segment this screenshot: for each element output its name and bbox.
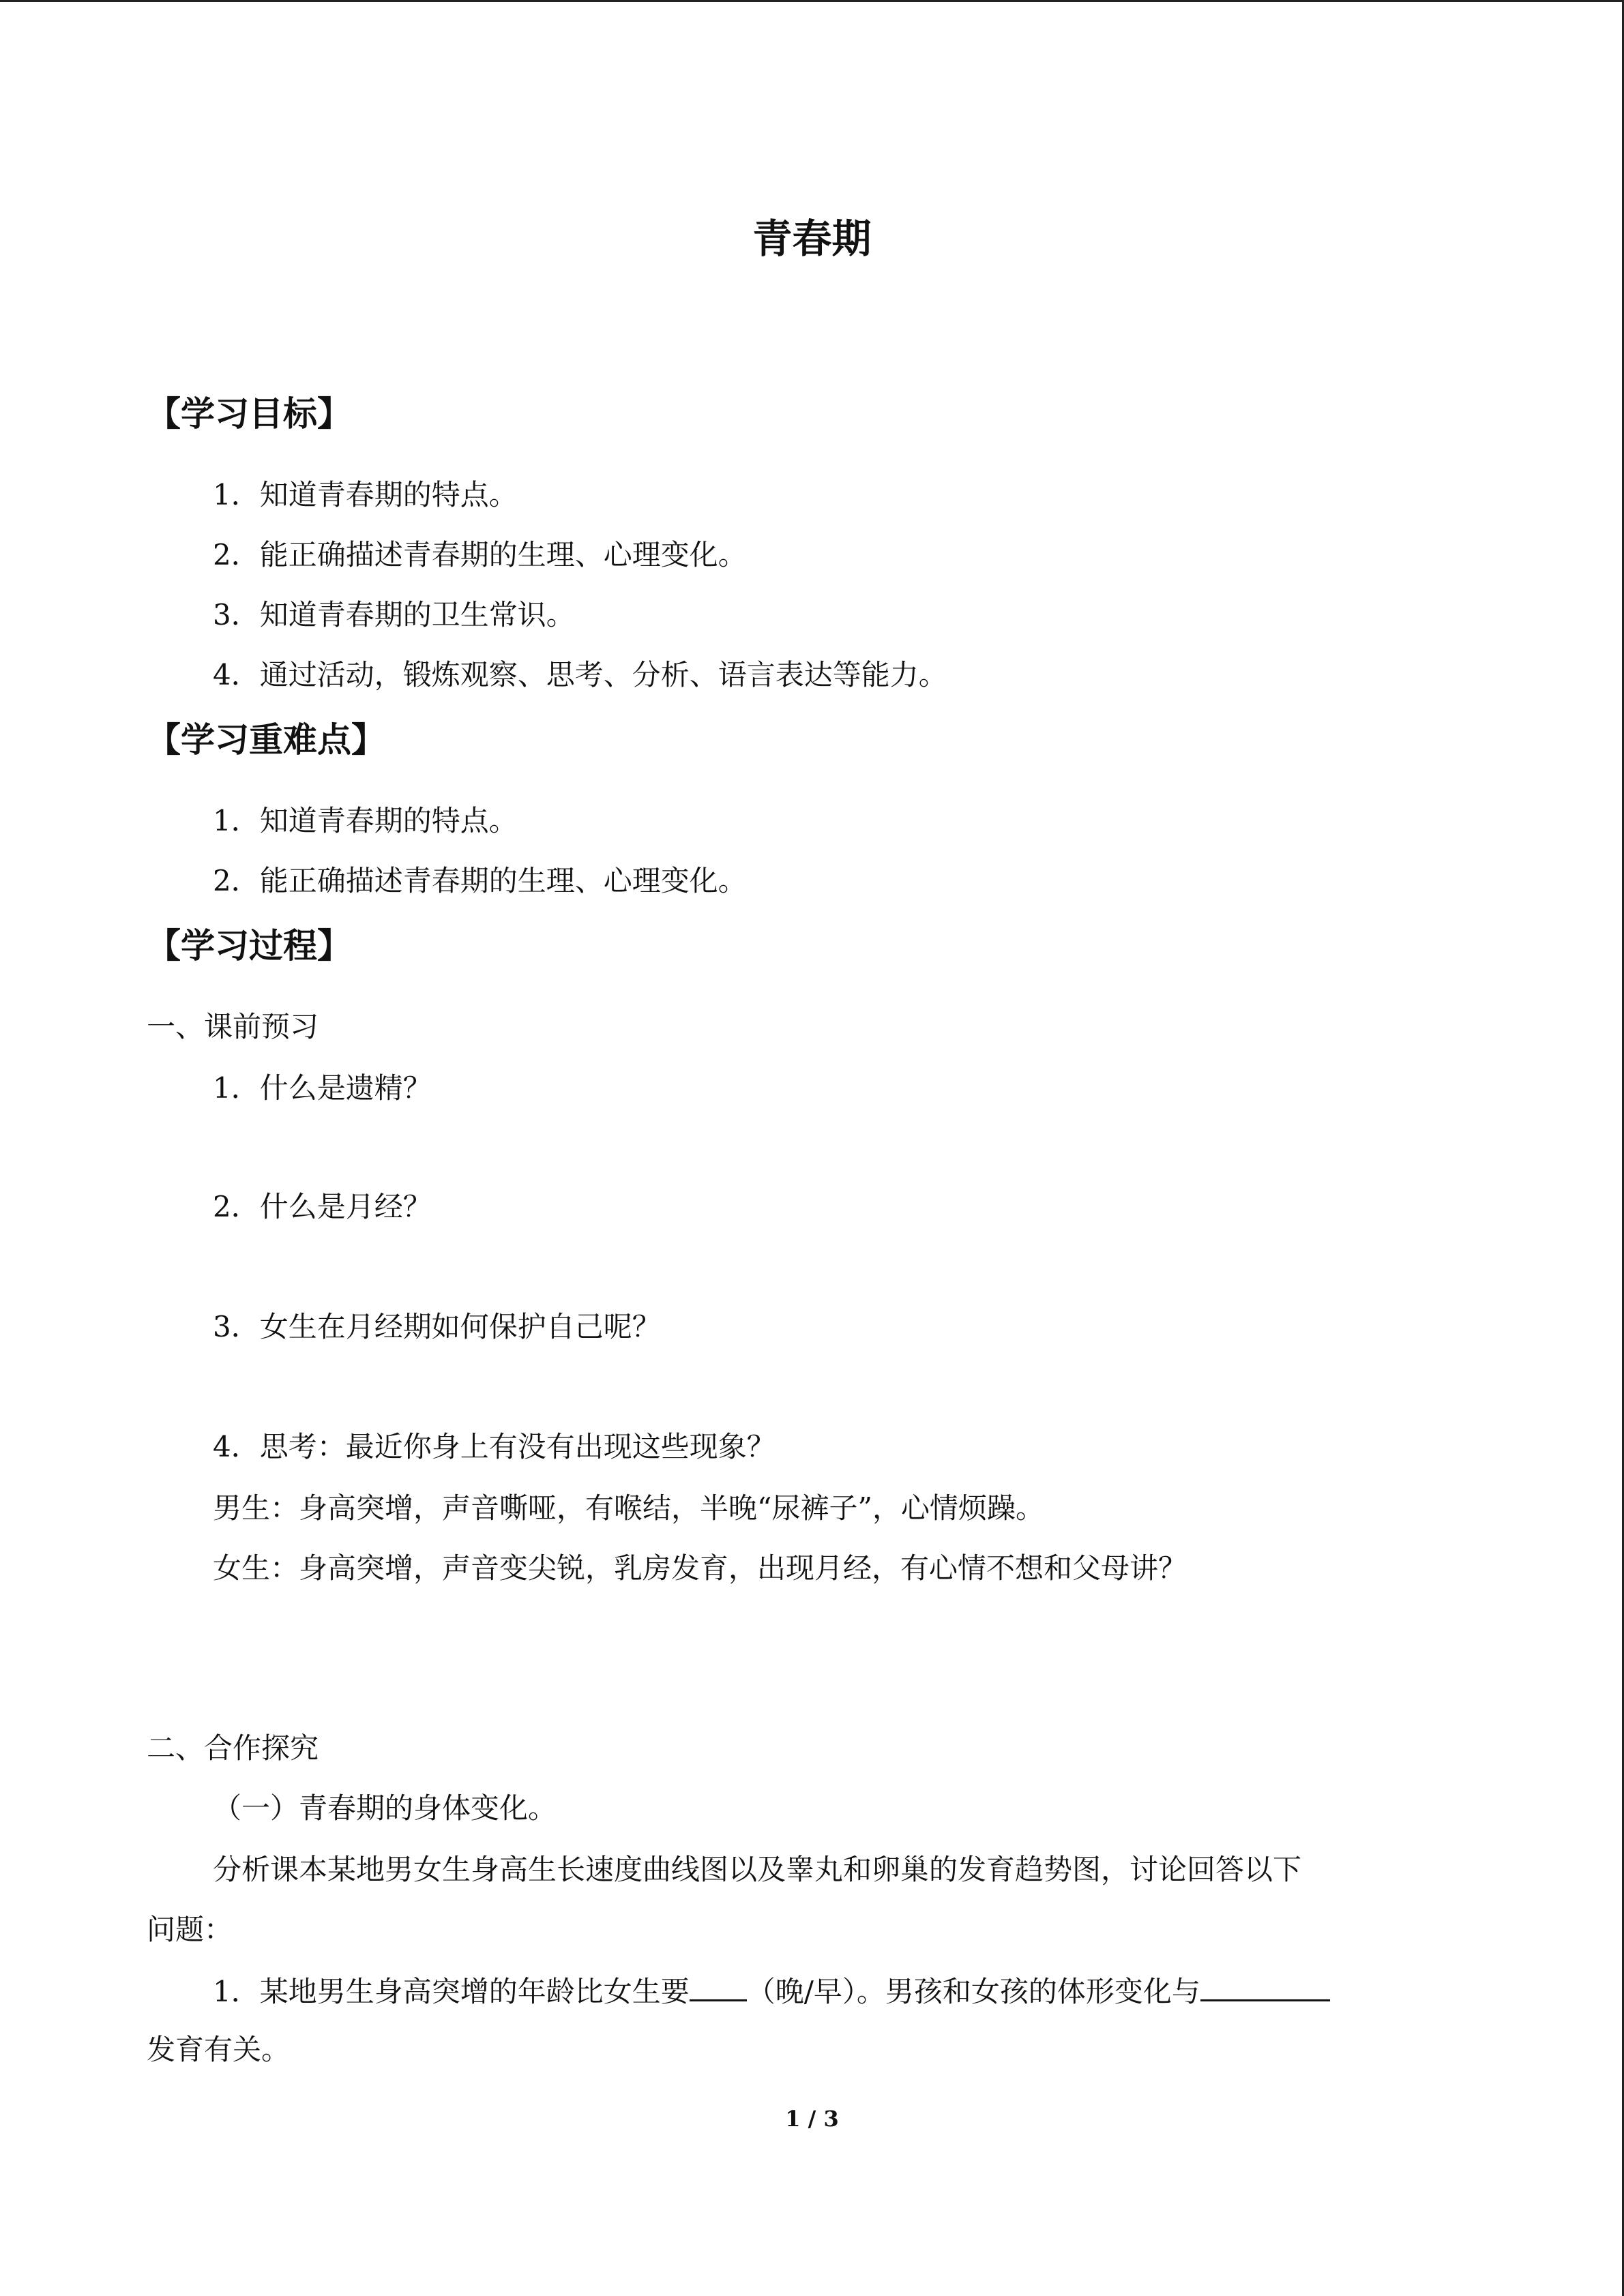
goal-item-3: 3．知道青春期的卫生常识。 bbox=[213, 598, 575, 631]
goal-item-1: 1．知道青春期的特点。 bbox=[213, 478, 518, 511]
preview-question-4: 4．思考：最近你身上有没有出现这些现象？ bbox=[213, 1430, 776, 1463]
preview-question-1: 1．什么是遗精？ bbox=[213, 1071, 432, 1105]
preview-question-3: 3．女生在月经期如何保护自己呢？ bbox=[213, 1310, 661, 1343]
fill-question-1-continuation: 发育有关。 bbox=[147, 2033, 291, 2066]
fill-question-1-part-a: 1．某地男生身高突增的年龄比女生要 bbox=[213, 1975, 690, 2008]
key-point-item-2: 2．能正确描述青春期的生理、心理变化。 bbox=[213, 864, 747, 897]
answer-blank-late-early[interactable] bbox=[690, 1969, 747, 2001]
part1-heading: 一、课前预习 bbox=[147, 1010, 319, 1043]
answer-blank-organ[interactable] bbox=[1200, 1969, 1330, 2001]
section-heading-process: 【学习过程】 bbox=[147, 926, 351, 966]
page-title: 青春期 bbox=[752, 215, 872, 262]
page-number: 1 / 3 bbox=[785, 2106, 839, 2132]
fill-question-1 bbox=[213, 1969, 1330, 2012]
section-heading-key-points: 【学习重难点】 bbox=[147, 720, 385, 760]
section-heading-goals: 【学习目标】 bbox=[147, 394, 351, 434]
subsection-body-changes: （一）青春期的身体变化。 bbox=[213, 1791, 557, 1825]
preview-question-2: 2．什么是月经？ bbox=[213, 1190, 432, 1223]
part2-heading: 二、合作探究 bbox=[147, 1731, 319, 1765]
fill-question-1-part-b: （晚/早）。男孩和女孩的体形变化与 bbox=[746, 1975, 1200, 2008]
analysis-intro-line-2: 问题： bbox=[147, 1913, 233, 1946]
boys-changes-text: 男生：身高突增，声音嘶哑，有喉结，半晚“尿裤子”，心情烦躁。 bbox=[213, 1491, 1044, 1525]
girls-changes-text: 女生：身高突增，声音变尖锐，乳房发育，出现月经，有心情不想和父母讲？ bbox=[213, 1551, 1187, 1585]
goal-item-2: 2．能正确描述青春期的生理、心理变化。 bbox=[213, 538, 747, 571]
key-point-item-1: 1．知道青春期的特点。 bbox=[213, 804, 518, 837]
analysis-intro-line-1: 分析课本某地男女生身高生长速度曲线图以及睾丸和卵巢的发育趋势图，讨论回答以下 bbox=[213, 1853, 1302, 1886]
goal-item-4: 4．通过活动，锻炼观察、思考、分析、语言表达等能力。 bbox=[213, 658, 947, 691]
